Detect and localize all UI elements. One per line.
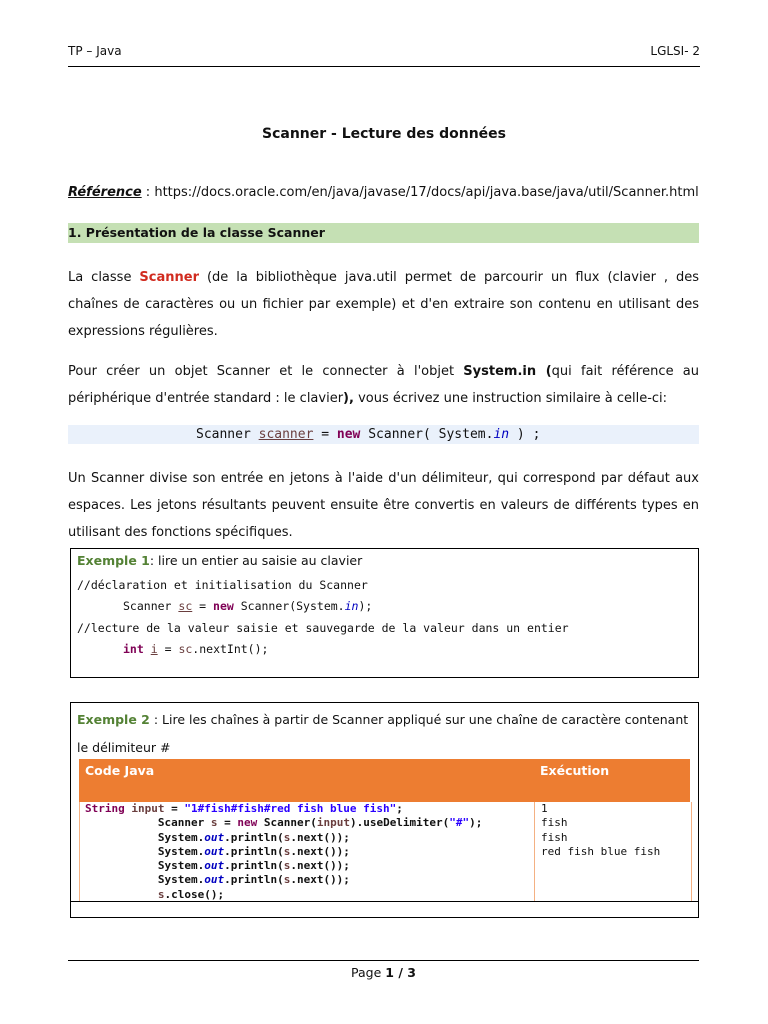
para2-text-c: qui fait référence au périphérique d'entrée standard : le clavier [68, 364, 700, 406]
para2-text-d: ), [343, 391, 354, 406]
page-footer [68, 960, 699, 991]
example-2-box [70, 702, 699, 918]
code-token: s [283, 873, 291, 887]
code-token: .next()); [290, 844, 350, 858]
code-token [144, 642, 151, 656]
table-header-row [79, 759, 690, 802]
code-token: .close(); [164, 887, 225, 901]
page-title: Scanner - Lecture des données [262, 126, 506, 142]
code-token: s [283, 859, 291, 873]
reference-separator: : [141, 185, 155, 200]
code-token: s [210, 816, 218, 830]
para2-text-a: Pour créer un objet Scanner et le connecter à l'objet [68, 364, 464, 379]
example-1-heading [77, 553, 362, 568]
paragraph-2 [68, 358, 699, 412]
code-token: ).useDelimiter( [349, 816, 450, 830]
page-header [68, 44, 700, 67]
code-token: "1#fish#fish#red fish blue fish" [184, 802, 397, 815]
para2-system-in: System.in ( [463, 364, 552, 379]
code-token: ); [358, 599, 373, 613]
code-token: .next()); [290, 859, 350, 873]
column-header-code: Code Java [85, 763, 155, 778]
header-left: TP – Java [68, 44, 122, 58]
code-token: = [164, 802, 185, 815]
header-right: LGLSI- 2 [650, 44, 700, 58]
output-line: fish [541, 816, 568, 830]
section-heading-text: 1. Présentation de la classe Scanner [68, 225, 325, 240]
code-token: input [131, 802, 165, 815]
table-bottom-rule [71, 901, 698, 902]
example-1-text: : lire un entier au saisie au clavier [149, 553, 363, 568]
example-2-text: : Lire les chaînes à partir de Scanner appliqué sur une chaîne de caractère contenant le délimiteur # [77, 712, 689, 755]
para2-text-e: vous écrivez une instruction similaire à celle-ci: [353, 391, 668, 406]
code-token: new [336, 427, 361, 442]
execution-output [541, 802, 660, 859]
para1-text-a: La classe [68, 270, 140, 285]
code-token: scanner [258, 427, 314, 442]
column-header-execution: Exécution [540, 763, 610, 778]
code-token: .next()); [290, 830, 350, 844]
code-table [79, 802, 692, 902]
code-token: String [85, 802, 132, 815]
code-token: .next()); [290, 873, 350, 887]
output-line: red fish blue fish [541, 844, 661, 858]
code-token: new [213, 599, 234, 613]
code-token: Scanner(System. [233, 599, 345, 613]
code-token: Scanner [123, 599, 179, 613]
code-token: ; [396, 802, 403, 815]
para1-text-c: (de la bibliothèque java.util permet de parcourir un flux (clavier , des chaînes de caractères ou un fichier par exemple) et d'en extraire son contenu en utilisant des expressions régulières. [68, 270, 699, 339]
example-1-box [70, 548, 699, 678]
para1-scanner-word: Scanner [139, 270, 199, 285]
example-1-label: Exemple 1 [77, 553, 150, 568]
code-token: Scanner( [257, 816, 317, 830]
code-token: s [283, 830, 291, 844]
code-token: out [204, 830, 225, 844]
code-token: = [157, 642, 179, 656]
code-line [123, 599, 372, 613]
code-token: .println( [224, 873, 284, 887]
code-snippet [68, 425, 699, 444]
code-comment: //déclaration et initialisation du Scanner [77, 578, 368, 592]
reference-line [68, 185, 699, 200]
code-token: out [204, 859, 225, 873]
output-line: 1 [541, 802, 548, 815]
code-token: = [192, 599, 214, 613]
code-token: Scanner [196, 427, 259, 442]
code-token: int [123, 642, 144, 656]
reference-url[interactable]: https://docs.oracle.com/en/java/javase/17/docs/api/java.base/java/util/Scanner.html [154, 185, 699, 200]
code-token: s [157, 887, 165, 901]
code-token: new [237, 816, 258, 830]
code-token: .println( [224, 859, 284, 873]
code-token: Scanner [157, 816, 211, 830]
page-label: Page [351, 965, 386, 980]
code-token: System. [157, 844, 205, 858]
example-2-heading [77, 706, 692, 762]
code-token: i [150, 642, 158, 656]
code-token: out [204, 873, 225, 887]
code-token: "#" [449, 816, 470, 830]
code-token: out [204, 844, 225, 858]
code-token: .nextInt(); [192, 642, 269, 656]
paragraph-3: Un Scanner divise son entrée en jetons à l'aide d'un délimiteur, qui correspond par défaut aux espaces. Les jetons résultants peuvent ensuite être convertis en valeurs de différents types en utilisant des fonctions spécifiques. [68, 471, 699, 540]
page-number [68, 965, 699, 980]
code-token: ); [469, 816, 483, 830]
code-token: .println( [224, 844, 284, 858]
code-token: System. [157, 859, 205, 873]
page-sep: / [393, 965, 408, 980]
code-token: sc [178, 642, 193, 656]
code-token: Scanner( System. [360, 427, 494, 442]
section-heading-1 [68, 223, 699, 243]
code-token: ) ; [509, 427, 541, 442]
code-token: input [316, 816, 350, 830]
code-token: .println( [224, 830, 284, 844]
output-line: fish [541, 830, 568, 844]
code-token: = [313, 427, 337, 442]
column-divider [534, 802, 535, 901]
page-current: 1 [385, 965, 394, 980]
code-comment: //lecture de la valeur saisie et sauvegarde de la valeur dans un entier [77, 621, 569, 635]
code-token: = [217, 816, 238, 830]
reference-label: Référence [68, 185, 142, 200]
code-line [123, 642, 268, 656]
code-token: sc [178, 599, 193, 613]
page-total: 3 [407, 965, 416, 980]
code-token: in [344, 599, 359, 613]
code-token: in [493, 427, 510, 442]
java-code-block [85, 802, 482, 902]
code-token: System. [157, 830, 205, 844]
paragraph-1 [68, 264, 699, 345]
code-token: System. [157, 873, 205, 887]
code-token: s [283, 844, 291, 858]
example-2-label: Exemple 2 [77, 712, 150, 727]
